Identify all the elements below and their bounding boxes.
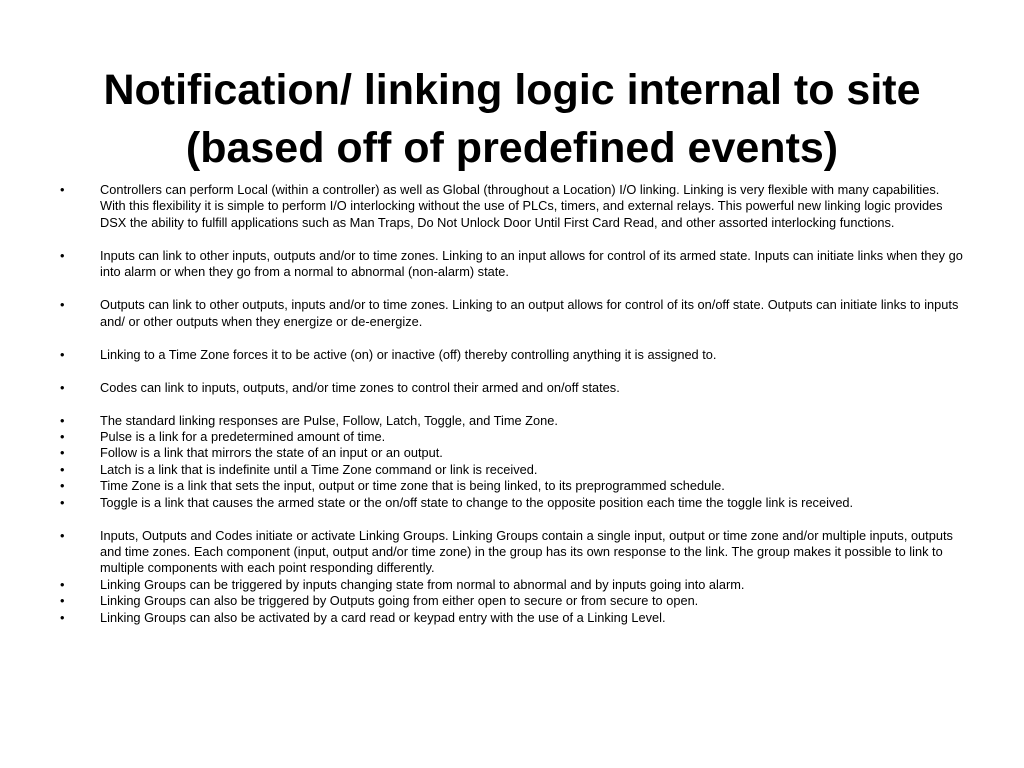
bullet-item: • Follow is a link that mirrors the state of an input or an output. xyxy=(60,445,964,461)
bullet-item: • Outputs can link to other outputs, inputs and/or to time zones. Linking to an output allows for control of its on/off state. Outputs can initiate links to inputs and/ or other outputs when they energize or de-energize. xyxy=(60,297,964,330)
bullet-list xyxy=(60,182,964,626)
bullet-item: • Inputs, Outputs and Codes initiate or activate Linking Groups. Linking Groups contain a single input, output or time zone and/or multiple inputs, outputs and time zones. Each component (input, output and/or time zone) in the group has its own response to the link. The group makes it possible to link to multiple components with each point responding differently. xyxy=(60,528,964,577)
bullet-item: • Time Zone is a link that sets the input, output or time zone that is being linked, to its preprogrammed schedule. xyxy=(60,478,964,494)
bullet-item: • The standard linking responses are Pulse, Follow, Latch, Toggle, and Time Zone. xyxy=(60,413,964,429)
bullet-item: • Pulse is a link for a predetermined amount of time. xyxy=(60,429,964,445)
bullet-item: • Linking to a Time Zone forces it to be active (on) or inactive (off) thereby controlling anything it is assigned to. xyxy=(60,347,964,363)
bullet-item: • Controllers can perform Local (within a controller) as well as Global (throughout a Location) I/O linking. Linking is very flexible with many capabilities. With this flexibility it is simple to perform I/O interlocking without the use of PLCs, timers, and external relays. This powerful new linking logic provides DSX the ability to fulfill applications such as Man Traps, Do Not Unlock Door Until First Card Read, and other assorted interlocking functions. xyxy=(60,182,964,231)
bullet-item: • Latch is a link that is indefinite until a Time Zone command or link is received. xyxy=(60,462,964,478)
bullet-item: • Toggle is a link that causes the armed state or the on/off state to change to the opposite position each time the toggle link is received. xyxy=(60,495,964,511)
bullet-item: • Codes can link to inputs, outputs, and/or time zones to control their armed and on/off states. xyxy=(60,380,964,396)
bullet-item: • Inputs can link to other inputs, outputs and/or to time zones. Linking to an input allows for control of its armed state. Inputs can initiate links when they go into alarm or when they go from a normal to abnormal (non-alarm) state. xyxy=(60,248,964,281)
bullet-item: • Linking Groups can also be activated by a card read or keypad entry with the use of a Linking Level. xyxy=(60,610,964,626)
slide-title: Notification/ linking logic internal to site (based off of predefined events) xyxy=(103,65,921,172)
bullet-item: • Linking Groups can be triggered by inputs changing state from normal to abnormal and by inputs going into alarm. xyxy=(60,577,964,593)
bullet-item: • Linking Groups can also be triggered by Outputs going from either open to secure or from secure to open. xyxy=(60,593,964,609)
